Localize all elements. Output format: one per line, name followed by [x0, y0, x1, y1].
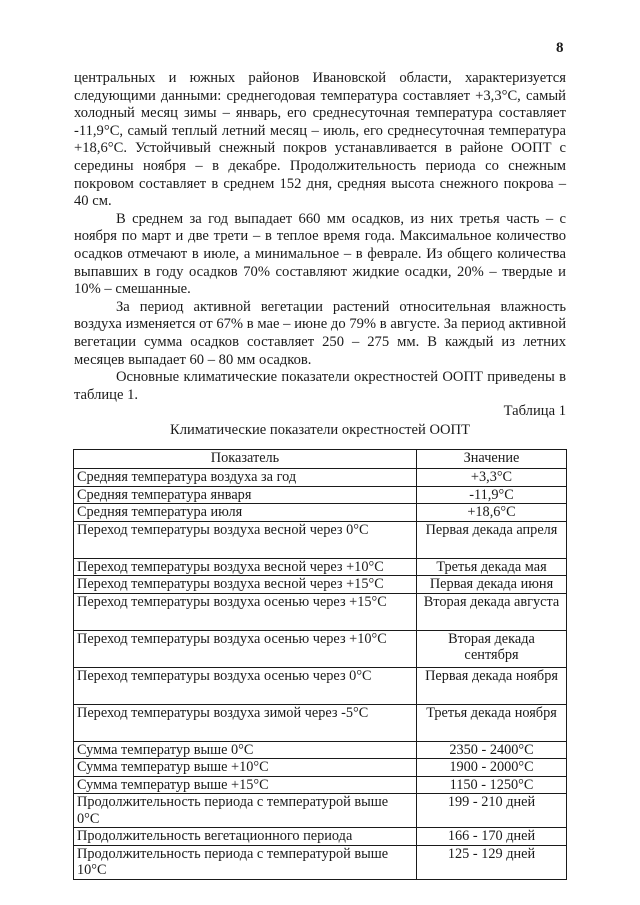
- value-cell: 166 - 170 дней: [417, 828, 567, 846]
- value-cell: Третья декада ноября: [417, 704, 567, 741]
- indicator-cell: Продолжительность периода с температурой выше 10°С: [74, 845, 417, 879]
- value-cell: -11,9°С: [417, 486, 567, 504]
- table-row: [74, 558, 567, 576]
- table-row: [74, 704, 567, 741]
- value-cell: 199 - 210 дней: [417, 794, 567, 828]
- table-number: Таблица 1: [503, 403, 566, 419]
- indicator-cell: Сумма температур выше +15°С: [74, 776, 417, 794]
- value-cell: Первая декада июня: [417, 576, 567, 594]
- table-row: [74, 593, 567, 630]
- table-row: [74, 667, 567, 704]
- value-cell: Первая декада ноября: [417, 667, 567, 704]
- climate-table: [73, 449, 567, 880]
- value-cell: 125 - 129 дней: [417, 845, 567, 879]
- paragraph-table-reference: Основные климатические показатели окрестностей ООПТ приведены в таблице 1.: [74, 369, 566, 403]
- column-header-value: Значение: [417, 450, 567, 469]
- value-cell: Вторая декада сентября: [417, 630, 567, 667]
- indicator-cell: Продолжительность периода с температурой выше 0°С: [74, 794, 417, 828]
- table-row: [74, 469, 567, 487]
- table-row: [74, 776, 567, 794]
- paragraph-precipitation: В среднем за год выпадает 660 мм осадков, из них третья часть – с ноября по март и две трети – в теплое время года. Максимальное количество осадков отмечают в июле, а минимальное – в феврале. Из общего количества выпавших в году осадков 70% составляют жидкие осадки, 20% – твердые и 10% – смешанные.: [74, 210, 566, 298]
- indicator-cell: Переход температуры воздуха осенью через +15°С: [74, 593, 417, 630]
- table-row: [74, 576, 567, 594]
- table-caption: [74, 402, 566, 439]
- indicator-cell: Переход температуры воздуха весной через 0°С: [74, 521, 417, 558]
- indicator-cell: Сумма температур выше 0°С: [74, 741, 417, 759]
- table-row: [74, 504, 567, 522]
- indicator-cell: Переход температуры воздуха осенью через 0°С: [74, 667, 417, 704]
- table-row: [74, 794, 567, 828]
- body-text: [74, 70, 566, 404]
- table-row: [74, 630, 567, 667]
- value-cell: +3,3°С: [417, 469, 567, 487]
- value-cell: Третья декада мая: [417, 558, 567, 576]
- table-row: [74, 521, 567, 558]
- indicator-cell: Средняя температура воздуха за год: [74, 469, 417, 487]
- indicator-cell: Сумма температур выше +10°С: [74, 759, 417, 777]
- page-number: 8: [556, 40, 564, 56]
- value-cell: Вторая декада августа: [417, 593, 567, 630]
- value-cell: Первая декада апреля: [417, 521, 567, 558]
- column-header-indicator: Показатель: [74, 450, 417, 469]
- value-cell: 2350 - 2400°С: [417, 741, 567, 759]
- table-row: [74, 828, 567, 846]
- table-row: [74, 741, 567, 759]
- table-row: [74, 759, 567, 777]
- indicator-cell: Переход температуры воздуха весной через +10°С: [74, 558, 417, 576]
- table-header-row: [74, 450, 567, 469]
- paragraph-humidity: За период активной вегетации растений относительная влажность воздуха изменяется от 67% в мае – июне до 79% в августе. За период активной вегетации сумма осадков составляет 250 – 275 мм. В каждый из летних месяцев выпадает 60 – 80 мм осадков.: [74, 298, 566, 368]
- indicator-cell: Переход температуры воздуха зимой через -5°С: [74, 704, 417, 741]
- indicator-cell: Переход температуры воздуха весной через +15°С: [74, 576, 417, 594]
- paragraph-climate-temperature: центральных и южных районов Ивановской области, характеризуется следующими данными: среднегодовая температура составляет +3,3°С, самый холодный месяц зимы – январь, его среднесуточная температура составляет -11,9°С, самый теплый летний месяц – июль, его среднесуточная температура +18,6°С. Устойчивый снежный покров устанавливается в районе ООПТ с середины ноября – в декабре. Продолжительность периода со снежным покровом составляет в среднем 152 дня, средняя высота снежного покрова – 40 см.: [74, 70, 566, 210]
- value-cell: 1900 - 2000°С: [417, 759, 567, 777]
- table-row: [74, 845, 567, 879]
- indicator-cell: Средняя температура июля: [74, 504, 417, 522]
- indicator-cell: Переход температуры воздуха осенью через +10°С: [74, 630, 417, 667]
- table-row: [74, 486, 567, 504]
- indicator-cell: Продолжительность вегетационного периода: [74, 828, 417, 846]
- table-title: Климатические показатели окрестностей ООПТ: [169, 422, 471, 438]
- value-cell: 1150 - 1250°С: [417, 776, 567, 794]
- indicator-cell: Средняя температура января: [74, 486, 417, 504]
- value-cell: +18,6°С: [417, 504, 567, 522]
